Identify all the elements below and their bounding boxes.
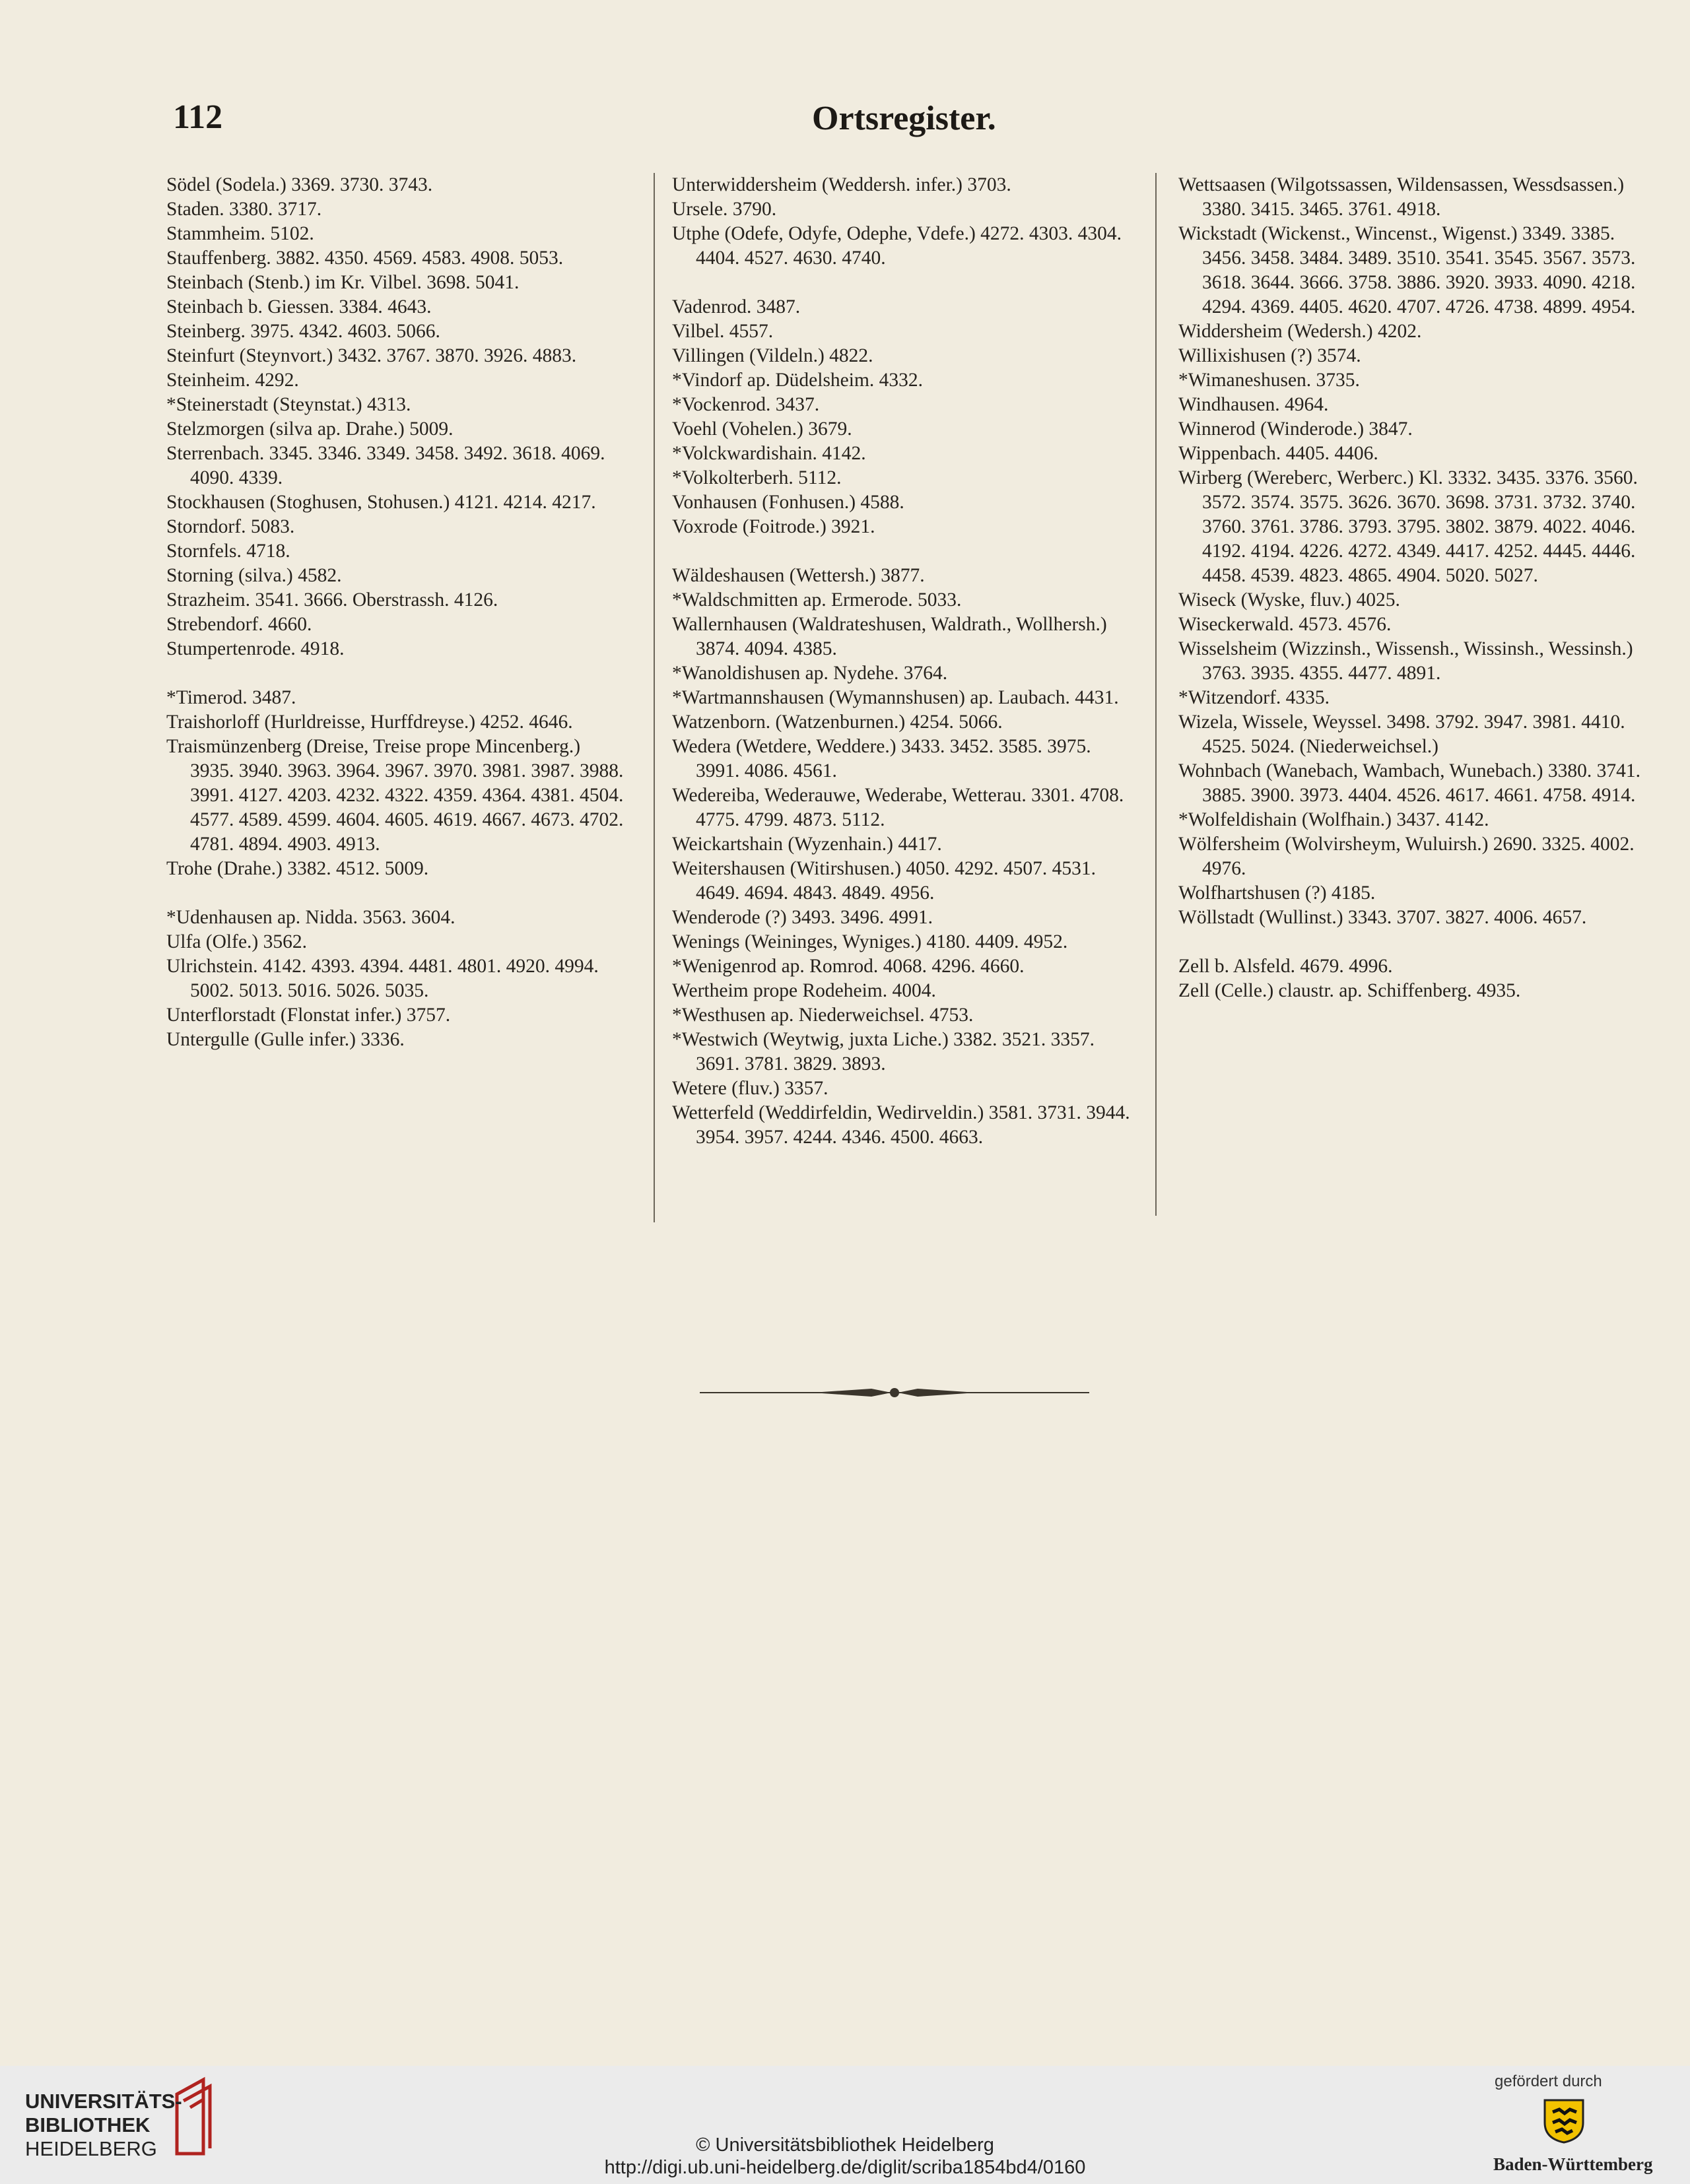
page-number: 112 (173, 98, 223, 136)
column-divider (1155, 173, 1157, 1216)
index-entry: *Vindorf ap. Düdelsheim. 4332. (672, 370, 924, 391)
index-entry: Utphe (Odefe, Odyfe, Odephe, Vdefe.) 4272. 4303. 4304. 4404. 4527. 4630. 4740. (672, 223, 1122, 269)
index-entry: Wedera (Wetdere, Weddere.) 3433. 3452. 3585. 3975. 3991. 4086. 4561. (672, 736, 1091, 781)
index-entry: Unterwiddersheim (Weddersh. infer.) 3703. (672, 174, 1011, 195)
index-entry: Sterrenbach. 3345. 3346. 3349. 3458. 3492. 3618. 4069. 4090. 4339. (166, 443, 605, 488)
library-name-line: BIBLIOTHEK (25, 2113, 151, 2136)
index-entry: Stumpertenrode. 4918. (166, 638, 345, 659)
index-entry: Trohe (Drahe.) 3382. 4512. 5009. (166, 858, 429, 879)
page-title: Ortsregister. (812, 100, 996, 137)
index-entry: *Steinerstadt (Steynstat.) 4313. (166, 394, 411, 415)
index-entry: *Wartmannshausen (Wymannshusen) ap. Laubach. 4431. (672, 687, 1119, 708)
index-entry: Traishorloff (Hurldreisse, Hurffdreyse.) 4252. 4646. (166, 711, 573, 733)
index-entry: Ursele. 3790. (672, 199, 777, 220)
state-label: Baden-Württemberg (1493, 2154, 1653, 2174)
index-entry: Stornfels. 4718. (166, 541, 290, 562)
index-entry: *Westhusen ap. Niederweichsel. 4753. (672, 1005, 974, 1026)
index-entry: Windhausen. 4964. (1178, 394, 1329, 415)
index-entry: Unterflorstadt (Flonstat infer.) 3757. (166, 1005, 451, 1026)
index-entry: Wallernhausen (Waldrateshusen, Waldrath., Wollhersh.) 3874. 4094. 4385. (672, 614, 1107, 659)
index-entry: Steinbach b. Giessen. 3384. 4643. (166, 296, 432, 317)
index-entry: *Vockenrod. 3437. (672, 394, 820, 415)
library-name-line: UNIVERSITÄTS- (25, 2090, 182, 2113)
index-entry: Widdersheim (Wedersh.) 4202. (1178, 321, 1422, 342)
index-entry: *Wolfeldishain (Wolfhain.) 3437. 4142. (1178, 809, 1489, 830)
index-entry: Stauffenberg. 3882. 4350. 4569. 4583. 4908. 5053. (166, 248, 564, 269)
index-column-2 (672, 173, 1134, 1150)
index-entry: Ulfa (Olfe.) 3562. (166, 931, 307, 952)
permalink[interactable]: http://digi.ub.uni-heidelberg.de/diglit/scriba1854bd4/0160 (604, 2157, 1086, 2178)
index-entry: Wohnbach (Wanebach, Wambach, Wunebach.) 3380. 3741. 3885. 3900. 3973. 4404. 4526. 4617. 4661. 4758. 4914. (1178, 760, 1641, 806)
index-entry: Wenings (Weininges, Wyniges.) 4180. 4409. 4952. (672, 931, 1068, 952)
index-entry: Storndorf. 5083. (166, 516, 295, 537)
index-entry: Storning (silva.) 4582. (166, 565, 342, 586)
index-entry: Stockhausen (Stoghusen, Stohusen.) 4121. 4214. 4217. (166, 492, 596, 513)
index-entry: *Wenigenrod ap. Romrod. 4068. 4296. 4660. (672, 956, 1025, 977)
index-entry: Wölfersheim (Wolvirsheym, Wuluirsh.) 2690. 3325. 4002. 4976. (1178, 834, 1635, 879)
index-entry: *Westwich (Weytwig, juxta Liche.) 3382. 3521. 3357. 3691. 3781. 3829. 3893. (672, 1029, 1095, 1075)
column-divider (654, 173, 655, 1222)
index-entry: Stammheim. 5102. (166, 223, 314, 244)
index-entry: Traismünzenberg (Dreise, Treise prope Mincenberg.) 3935. 3940. 3963. 3964. 3967. 3970. 3981. 3987. 3988. 3991. 4127. 4203. 4232. 4322. 4359. 4364. 4381. 4504. 4577. 4589. 4599. 4604. 4605. 4619. 4667. 4673. 4702. 4781. 4894. 4903. 4913. (166, 736, 624, 855)
index-entry: Vilbel. 4557. (672, 321, 774, 342)
copyright-notice: © Universitätsbibliothek Heidelberg (696, 2134, 994, 2156)
index-entry: Wettsaasen (Wilgotssassen, Wildensassen, Wessdsassen.) 3380. 3415. 3465. 3761. 4918. (1178, 174, 1625, 220)
index-entry: Zell b. Alsfeld. 4679. 4996. (1178, 956, 1393, 977)
index-entry: *Volckwardishain. 4142. (672, 443, 866, 464)
index-entry: Zell (Celle.) claustr. ap. Schiffenberg. 4935. (1178, 980, 1521, 1001)
index-entry: Wöllstadt (Wullinst.) 3343. 3707. 3827. 4006. 4657. (1178, 907, 1587, 928)
index-entry: Wirberg (Wereberc, Werberc.) Kl. 3332. 3435. 3376. 3560. 3572. 3574. 3575. 3626. 3670. 3698. 3731. 3732. 3740. 3760. 3761. 3786. 3793. 3795. 3802. 3879. 4022. 4046. 4192. 4194. 4226. 4272. 4349. 4417. 4252. 4445. 4446. 4458. 4539. 4823. 4865. 4904. 5020. 5027. (1178, 467, 1638, 586)
index-entry: Wäldeshausen (Wettersh.) 3877. (672, 565, 925, 586)
index-entry: Wetere (fluv.) 3357. (672, 1078, 828, 1099)
funded-by-label: gefördert durch (1495, 2072, 1602, 2090)
index-entry: Wisselsheim (Wizzinsh., Wissensh., Wissinsh., Wessinsh.) 3763. 3935. 4355. 4477. 4891. (1178, 638, 1633, 684)
index-entry: Steinheim. 4292. (166, 370, 299, 391)
index-entry: Wenderode (?) 3493. 3496. 4991. (672, 907, 933, 928)
index-entry: *Witzendorf. 4335. (1178, 687, 1330, 708)
index-column-3 (1178, 173, 1640, 1003)
index-entry: *Wanoldishusen ap. Nydehe. 3764. (672, 663, 948, 684)
index-entry: Staden. 3380. 3717. (166, 199, 322, 220)
index-entry: Wiseckerwald. 4573. 4576. (1178, 614, 1392, 635)
index-entry: Willixishusen (?) 3574. (1178, 345, 1361, 366)
index-entry: Wolfhartshusen (?) 4185. (1178, 882, 1376, 904)
index-entry: *Waldschmitten ap. Ermerode. 5033. (672, 589, 962, 611)
index-entry: *Timerod. 3487. (166, 687, 296, 708)
index-entry: Steinbach (Stenb.) im Kr. Vilbel. 3698. 5041. (166, 272, 520, 293)
index-entry: *Volkolterberh. 5112. (672, 467, 842, 488)
index-entry: Voehl (Vohelen.) 3679. (672, 418, 852, 440)
index-entry: Villingen (Vildeln.) 4822. (672, 345, 873, 366)
index-entry: Steinfurt (Steynvort.) 3432. 3767. 3870. 3926. 4883. (166, 345, 577, 366)
index-entry: Winnerod (Winderode.) 3847. (1178, 418, 1413, 440)
index-entry: Wedereiba, Wederauwe, Wederabe, Wetterau. 3301. 4708. 4775. 4799. 4873. 5112. (672, 785, 1124, 830)
index-entry: Ulrichstein. 4142. 4393. 4394. 4481. 4801. 4920. 4994. 5002. 5013. 5016. 5026. 5035. (166, 956, 599, 1001)
index-entry: Stelzmorgen (silva ap. Drahe.) 5009. (166, 418, 454, 440)
index-entry: Wickstadt (Wickenst., Wincenst., Wigenst.) 3349. 3385. 3456. 3458. 3484. 3489. 3510. 3541. 3545. 3567. 3573. 3618. 3644. 3666. 3758. 3886. 3920. 3933. 4090. 4218. 4294. 4369. 4405. 4620. 4707. 4726. 4738. 4899. 4954. (1178, 223, 1636, 317)
library-name-line: HEIDELBERG (25, 2137, 157, 2160)
coat-of-arms-icon (1539, 2096, 1588, 2145)
index-entry: Weitershausen (Witirshusen.) 4050. 4292. 4507. 4531. 4649. 4694. 4843. 4849. 4956. (672, 858, 1097, 904)
ornament-divider (700, 1385, 1089, 1401)
index-entry: Weickartshain (Wyzenhain.) 4417. (672, 834, 942, 855)
index-entry: Steinberg. 3975. 4342. 4603. 5066. (166, 321, 440, 342)
index-entry: Voxrode (Foitrode.) 3921. (672, 516, 875, 537)
index-entry: *Udenhausen ap. Nidda. 3563. 3604. (166, 907, 456, 928)
index-entry: Vonhausen (Fonhusen.) 4588. (672, 492, 904, 513)
index-entry: Wiseck (Wyske, fluv.) 4025. (1178, 589, 1400, 611)
index-entry: Wizela, Wissele, Weyssel. 3498. 3792. 3947. 3981. 4410. 4525. 5024. (Niederweichsel.) (1178, 711, 1625, 757)
index-entry: Strazheim. 3541. 3666. Oberstrassh. 4126. (166, 589, 498, 611)
index-entry: Untergulle (Gulle infer.) 3336. (166, 1029, 405, 1050)
index-entry: Vadenrod. 3487. (672, 296, 801, 317)
index-entry: Södel (Sodela.) 3369. 3730. 3743. (166, 174, 433, 195)
index-entry: *Wimaneshusen. 3735. (1178, 370, 1360, 391)
index-entry: Wetterfeld (Weddirfeldin, Wedirveldin.) 3581. 3731. 3944. 3954. 3957. 4244. 4346. 4500. 4663. (672, 1102, 1130, 1148)
index-entry: Wippenbach. 4405. 4406. (1178, 443, 1378, 464)
index-entry: Watzenborn. (Watzenburnen.) 4254. 5066. (672, 711, 1003, 733)
index-entry: Strebendorf. 4660. (166, 614, 312, 635)
index-column-1 (166, 173, 628, 1052)
index-entry: Wertheim prope Rodeheim. 4004. (672, 980, 936, 1001)
